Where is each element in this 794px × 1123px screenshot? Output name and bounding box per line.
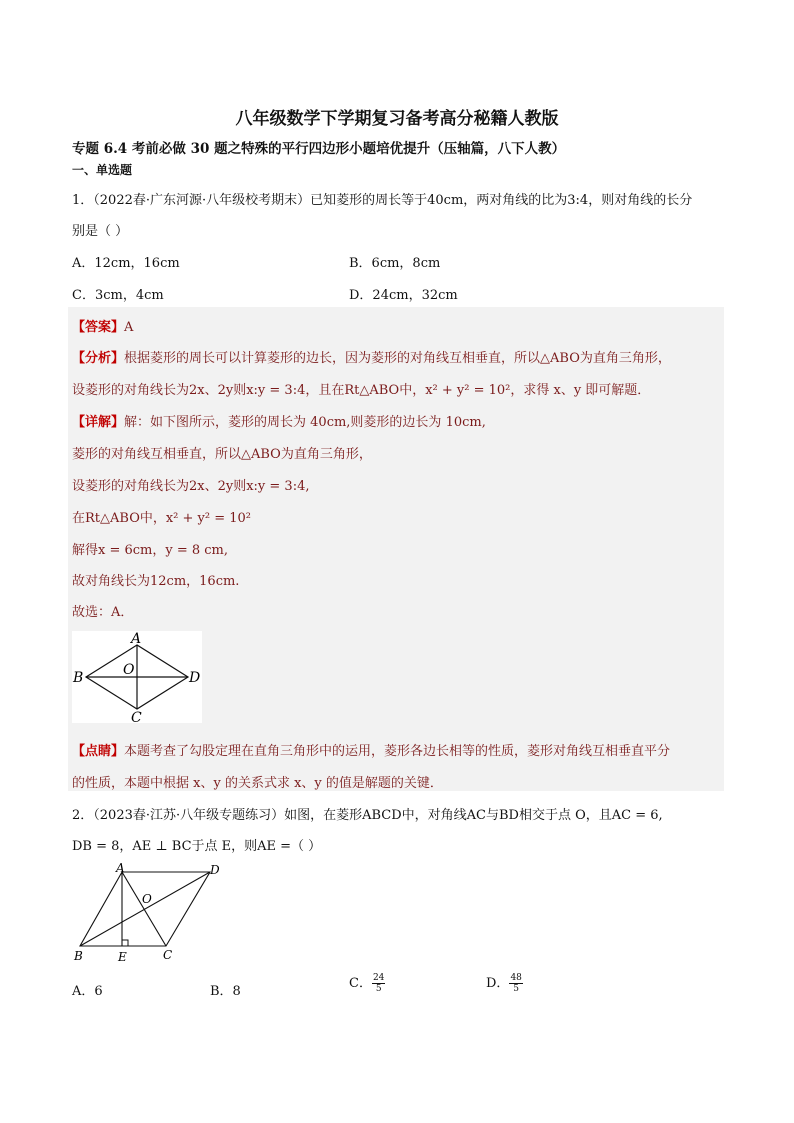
q2-label-e: E (118, 950, 127, 964)
label-d: D (189, 670, 201, 686)
detail-line4: 在Rt△ABO中，x² + y² = 10² (72, 511, 252, 526)
q2-option-b: B．8 (210, 984, 241, 999)
q2-option-c-fraction (372, 973, 385, 994)
rhombus-figure-1 (72, 631, 202, 723)
comment-line1 (72, 740, 670, 759)
label-c: C (131, 710, 142, 723)
rhombus-diagram-2 (72, 860, 232, 965)
q1-option-b: B．6cm，8cm (349, 256, 441, 271)
detail-tag: 【详解】 (72, 415, 125, 430)
q2-label-d: D (210, 863, 220, 877)
detail-line3: 设菱形的对角线长为2x、2y则x:y = 3:4, (72, 479, 310, 494)
detail-line6: 故对角线长为12cm，16cm. (72, 574, 240, 589)
section-heading: 一、单选题 (72, 163, 133, 177)
page-subtitle: 专题 6.4 考前必做 30 题之特殊的平行四边形小题培优提升（压轴篇，八下人教） (72, 141, 566, 157)
q1-option-a: A．12cm，16cm (72, 256, 180, 271)
detail-text1: 解：如下图所示，菱形的周长为 40cm,则菱形的边长为 10cm, (124, 415, 486, 430)
answer-value: A (124, 320, 134, 335)
rhombus-diagram-1 (72, 631, 202, 723)
detail-line1 (72, 411, 486, 430)
detail-line2: 菱形的对角线互相垂直，所以△ABO为直角三角形， (72, 447, 372, 462)
q2-option-c-prefix: C． (349, 976, 372, 991)
answer-tag: 【答案】 (72, 320, 125, 335)
page-title: 八年级数学下学期复习备考高分秘籍人教版 (235, 109, 559, 129)
q2-option-d-denominator: 5 (513, 984, 520, 994)
q2-option-c (349, 972, 385, 994)
label-o: O (123, 662, 135, 678)
label-a: A (131, 631, 142, 647)
q2-stem-line1: 2．（2023春·江苏·八年级专题练习）如图，在菱形ABCD中，对角线AC与BD相交于点 O，且AC = 6, (72, 808, 663, 823)
q2-option-d-numerator: 48 (510, 973, 522, 983)
analysis-line2: 设菱形的对角线长为2x、2y则x:y = 3:4，且在Rt△ABO中，x² + y² = 10²，求得 x、y 即可解题． (72, 383, 651, 398)
q1-stem-line2: 别是（ ） (72, 224, 129, 239)
comment-text1: 本题考查了勾股定理在直角三角形中的运用，菱形各边长相等的性质，菱形对角线互相垂直平分 (124, 744, 671, 759)
q2-stem-line2: DB = 8，AE ⊥ BC于点 E，则AE =（ ） (72, 839, 322, 854)
q2-label-o: O (142, 892, 152, 906)
rhombus-figure-2 (72, 860, 232, 965)
detail-line5: 解得x = 6cm，y = 8 cm, (72, 543, 229, 558)
q2-label-a: A (116, 861, 125, 875)
analysis-tag: 【分析】 (72, 351, 125, 366)
answer-line (72, 316, 133, 335)
q2-label-c: C (163, 948, 173, 962)
comment-tag: 【点睛】 (72, 744, 125, 759)
label-b: B (73, 670, 84, 686)
analysis-text1: 根据菱形的周长可以计算菱形的边长，因为菱形的对角线互相垂直，所以△ABO为直角三角形， (124, 351, 671, 366)
q2-label-b: B (74, 949, 83, 963)
q2-option-d-fraction (509, 973, 522, 994)
comment-line2: 的性质，本题中根据 x、y 的关系式求 x、y 的值是解题的关键． (72, 776, 443, 791)
detail-line7: 故选：A． (72, 605, 134, 620)
q1-option-c: C．3cm，4cm (72, 288, 164, 303)
q1-option-d: D．24cm，32cm (349, 288, 458, 303)
q2-option-c-numerator: 24 (372, 973, 385, 983)
q2-option-a: A．6 (72, 984, 103, 999)
q2-option-c-denominator: 5 (375, 984, 382, 994)
q2-option-d (486, 972, 523, 994)
q1-stem-line1: 1．（2022春·广东河源·八年级校考期末）已知菱形的周长等于40cm，两对角线的比为3:4，则对角线的长分 (72, 193, 693, 208)
analysis-line1 (72, 347, 671, 366)
q2-option-d-prefix: D． (486, 976, 510, 991)
